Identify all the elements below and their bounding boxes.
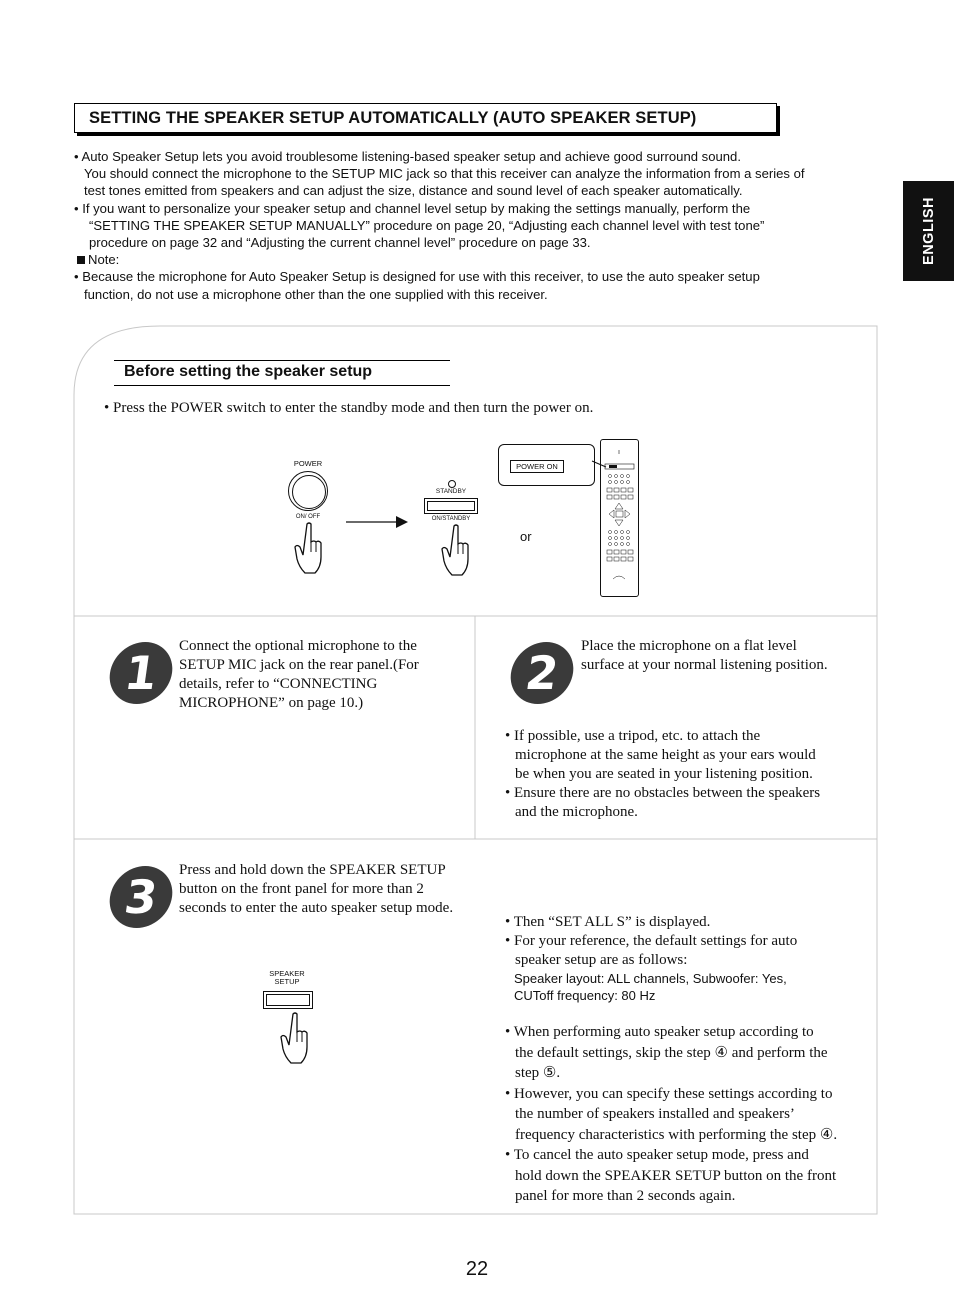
intro-line: • If you want to personalize your speaker setup and channel level setup by making the settings manually, perform the (74, 200, 751, 216)
arrow-right-icon (346, 514, 410, 530)
step1-line: SETUP MIC jack on the rear panel.(For (179, 657, 419, 673)
page-number: 22 (465, 1258, 489, 1280)
step2-line: surface at your normal listening position. (581, 657, 828, 673)
step3-note-line: panel for more than 2 seconds again. (515, 1188, 736, 1204)
step3-text (179, 861, 479, 918)
step3-note-line: • Then “SET ALL S” is displayed. (505, 914, 711, 930)
pressing-hand-icon (280, 1012, 312, 1066)
on-standby-label: ON/STANDBY (431, 516, 471, 522)
on-off-label: ON/ OFF (295, 514, 321, 520)
power-on-button[interactable]: POWER ON (510, 460, 564, 473)
step-number-1: 1 (106, 642, 177, 704)
before-heading-box (114, 360, 450, 386)
standby-label: STANDBY (435, 488, 467, 495)
default-settings-line: CUToff frequency: 80 Hz (514, 988, 656, 1003)
remote-buttons-icon (601, 440, 638, 596)
step2-bullet-line: and the microphone. (515, 804, 638, 820)
step3-note-line: the number of speakers installed and speakers’ (515, 1106, 795, 1122)
speaker-setup-label-line: SPEAKER (269, 969, 305, 978)
pressing-hand-icon (441, 524, 473, 578)
intro-line: test tones emitted from speakers and can adjust the size, distance and sound level of each speaker automatically. (84, 183, 743, 199)
step2-bullet-line: microphone at the same height as your ears would (515, 747, 816, 763)
standby-led-icon (448, 480, 456, 488)
speaker-setup-button[interactable] (263, 991, 313, 1009)
step3-notes (505, 913, 870, 1004)
intro-line: You should connect the microphone to the SETUP MIC jack so that this receiver can analyze the information from a series of (84, 166, 805, 182)
speaker-setup-label (258, 970, 316, 986)
step3-notes-2 (505, 1022, 870, 1207)
pressing-hand-icon (294, 522, 326, 576)
step-number-2: 2 (507, 642, 578, 704)
default-settings-line: Speaker layout: ALL channels, Subwoofer: Yes, (514, 971, 787, 986)
power-label: POWER (293, 459, 323, 468)
step1-text (179, 637, 469, 713)
step3-note-line: • To cancel the auto speaker setup mode, press and (505, 1147, 809, 1163)
intro-line: “SETTING THE SPEAKER SETUP MANUALLY” procedure on page 20, “Adjusting each channel level with test tone” (89, 217, 765, 233)
step3-note-line: frequency characteristics with performing the step ④. (515, 1126, 838, 1143)
note-label: Note: (88, 252, 120, 268)
step3-note-line: speaker setup are as follows: (515, 952, 688, 968)
step-number-3: 3 (106, 866, 177, 928)
or-label: or (520, 529, 532, 544)
step2-text (581, 637, 871, 675)
step1-line: MICROPHONE” on page 10.) (179, 695, 364, 711)
intro-line: procedure on page 32 and “Adjusting the current channel level” procedure on page 33. (89, 235, 591, 251)
intro-line: • Auto Speaker Setup lets you avoid troublesome listening-based speaker setup and achieve good surround sound. (74, 149, 741, 164)
step3-note-line: the default settings, skip the step ④ and perform the (515, 1044, 828, 1061)
remote-control (600, 439, 639, 597)
step1-line: Connect the optional microphone to the (179, 638, 417, 654)
on-standby-button[interactable] (424, 498, 478, 514)
speaker-setup-label-line: SETUP (274, 977, 300, 986)
step3-line: button on the front panel for more than 2 (179, 881, 424, 897)
step2-bullet-line: be when you are seated in your listening position. (515, 766, 813, 782)
step2-line: Place the microphone on a flat level (581, 638, 797, 654)
language-tab-label: ENGLISH (920, 197, 937, 265)
step1-line: details, refer to “CONNECTING (179, 676, 378, 692)
step2-bullet-line: • Ensure there are no obstacles between the speakers (505, 785, 821, 801)
before-heading: Before setting the speaker setup (124, 363, 373, 380)
intro-line: function, do not use a microphone other than the one supplied with this receiver. (84, 286, 548, 302)
power-on-callout (498, 444, 595, 486)
section-title: SETTING THE SPEAKER SETUP AUTOMATICALLY (AUTO SPEAKER SETUP) (89, 108, 697, 127)
before-instruction: • Press the POWER switch to enter the standby mode and then turn the power on. (104, 400, 594, 416)
step2-bullet-line: • If possible, use a tripod, etc. to attach the (505, 728, 761, 744)
step3-note-line: step ⑤. (515, 1065, 561, 1081)
step3-note-line: • However, you can specify these settings according to (505, 1085, 833, 1102)
step3-note-line: • When performing auto speaker setup according to (505, 1024, 814, 1040)
intro-line: • Because the microphone for Auto Speaker Setup is designed for use with this receiver, to use the auto speaker setup (74, 269, 760, 285)
step3-line: Press and hold down the SPEAKER SETUP (179, 862, 446, 878)
step3-line: seconds to enter the auto speaker setup mode. (179, 900, 454, 916)
power-knob[interactable] (288, 471, 328, 511)
step3-note-line: • For your reference, the default settings for auto (505, 933, 798, 949)
step3-note-line: hold down the SPEAKER SETUP button on the front (515, 1167, 837, 1184)
step2-bullets (505, 727, 870, 822)
